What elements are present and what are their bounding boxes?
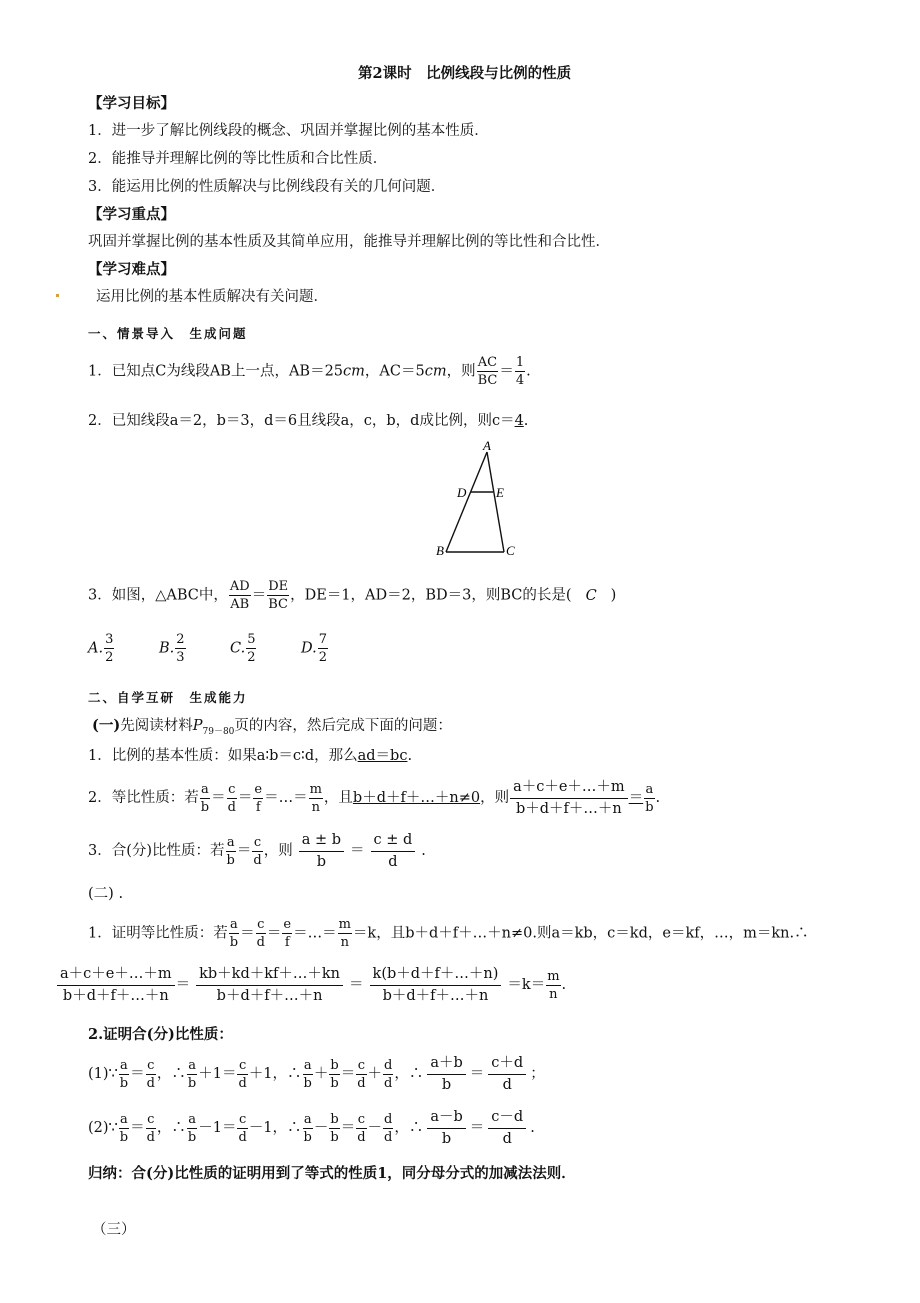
- proof-equal-ratio-line2: $\frac{a+c+e+\dots+m}{b+d+f+\dots+n}$ ＝ $\frac{kb+kd+kf+\dots+kn}{b+d+f+\dots+n}$ ＝ $\frac{k(b+d+f+\dots+n)}{b+d+f+\dots+n}$ ＝k＝ $\frac{m}{n}$ .: [56, 967, 566, 1003]
- difficulty-text: 运用比例的基本性质解决有关问题．: [96, 289, 328, 305]
- proof-equal-ratio-line1: 1．证明等比性质：若 $\frac{a}{b}$ ＝ $\frac{c}{d}$ ＝ $\frac{e}{f}$ ＝…＝ $\frac{m}{n}$ ＝k，且b＋d＋f＋…＋n≠0.则a＝kb，c＝kd，e＝kf，…，m＝kn.∴: [88, 917, 809, 950]
- answer-ad-bc: ad＝bc: [357, 748, 408, 764]
- section2-heading: 二、自学互研 生成能力: [88, 690, 248, 705]
- part1-intro: (一)先阅读材料$P_{79-80}$页的内容，然后完成下面的问题：: [92, 717, 452, 737]
- proof2-heading: 2.证明合(分)比性质：: [88, 1026, 233, 1043]
- part3-label: （三）: [92, 1222, 136, 1238]
- section1-heading: 一、情景导入 生成问题: [88, 326, 248, 341]
- proof2-row1: (1)∵ $\frac{a}{b}$ ＝ $\frac{c}{d}$ ，∴ $\frac{a}{b}$ ＋1＝ $\frac{c}{d}$ ＋1，∴ $\frac{a}{b}$ ＋ $\frac{b}{b}$ ＝ $\frac{c}{d}$ ＋ $\frac{d}{d}$ ，∴ $\frac{a+b}{b}$ ＝ $\frac{c+d}{d}$ ；: [88, 1055, 545, 1093]
- property-basic: 1．比例的基本性质：如果a∶b＝c∶d，那么ad＝bc.: [88, 748, 413, 764]
- page-title: 第2课时 比例线段与比例的性质: [358, 65, 572, 82]
- part2-label: (二) .: [88, 886, 124, 902]
- proof2-row2: (2)∵ $\frac{a}{b}$ ＝ $\frac{c}{d}$ ，∴ $\frac{a}{b}$ －1＝ $\frac{c}{d}$ －1，∴ $\frac{a}{b}$ － $\frac{b}{b}$ ＝ $\frac{c}{d}$ － $\frac{d}{d}$ ，∴ $\frac{a-b}{b}$ ＝ $\frac{c-d}{d}$ .: [88, 1109, 535, 1147]
- question-1: 1．已知点C为线段AB上一点，AB＝25cm，AC＝5cm，则 $\frac{AC}{BC}$ ＝ $\frac{1}{4}$ .: [88, 355, 531, 388]
- property-composition: 3．合(分)比性质：若 $\frac{a}{b}$ ＝ $\frac{c}{d}$ ，则 $\frac{a \pm b}{b}$ ＝ $\frac{c \pm d}{d}$ .: [88, 832, 426, 870]
- triangle-figure: [420, 435, 530, 565]
- option-a: A. $\frac{3}{2}$: [88, 632, 114, 665]
- option-d: D. $\frac{7}{2}$: [301, 632, 327, 665]
- goal-item-2: 2．能推导并理解比例的等比性质和合比性质．: [88, 151, 388, 167]
- label-b: B: [436, 543, 444, 558]
- goal-item-3: 3．能运用比例的性质解决与比例线段有关的几何问题．: [88, 179, 446, 195]
- option-b: B. $\frac{2}{3}$: [159, 632, 185, 665]
- question-3: 3．如图，△ABC中， $\frac{AD}{AB}$ ＝ $\frac{DE}{BC}$ ，DE＝1，AD＝2，BD＝3，则BC的长是( C ): [88, 579, 617, 612]
- label-c: C: [506, 543, 515, 558]
- focus-text: 巩固并掌握比例的基本性质及其简单应用，能推导并理解比例的等比性和合比性．: [88, 234, 610, 250]
- label-e: E: [496, 485, 504, 500]
- goals-heading: 【学习目标】: [88, 95, 175, 112]
- option-c: C. $\frac{5}{2}$: [230, 632, 256, 665]
- goal-item-1: 1．进一步了解比例线段的概念、巩固并掌握比例的基本性质．: [88, 123, 489, 139]
- difficulty-heading: 【学习难点】: [88, 261, 175, 278]
- answer-c: 4: [514, 413, 524, 429]
- property-equal-ratio: 2．等比性质：若 $\frac{a}{b}$ ＝ $\frac{c}{d}$ ＝ $\frac{e}{f}$ ＝…＝ $\frac{m}{n}$ ，且b＋d＋f＋…＋n≠0，则 $\frac{a+c+e+\dots+m}{b+d+f+\dots+n}$ ＝ $\frac{a}{b}$ .: [88, 779, 661, 817]
- fraction-ac-bc: $\frac{AC}{BC}$: [477, 355, 498, 388]
- label-a: A: [483, 438, 491, 453]
- summary: 归纳：合(分)比性质的证明用到了等式的性质1，同分母分式的加减法法则．: [88, 1165, 576, 1182]
- label-d: D: [457, 485, 467, 500]
- answer-choice: C: [585, 587, 597, 604]
- question-2: 2．已知线段a＝2，b＝3，d＝6且线段a，c，b，d成比例，则c＝4.: [88, 413, 529, 429]
- focus-heading: 【学习重点】: [88, 206, 175, 223]
- fraction-answer: $\frac{1}{4}$: [515, 355, 525, 388]
